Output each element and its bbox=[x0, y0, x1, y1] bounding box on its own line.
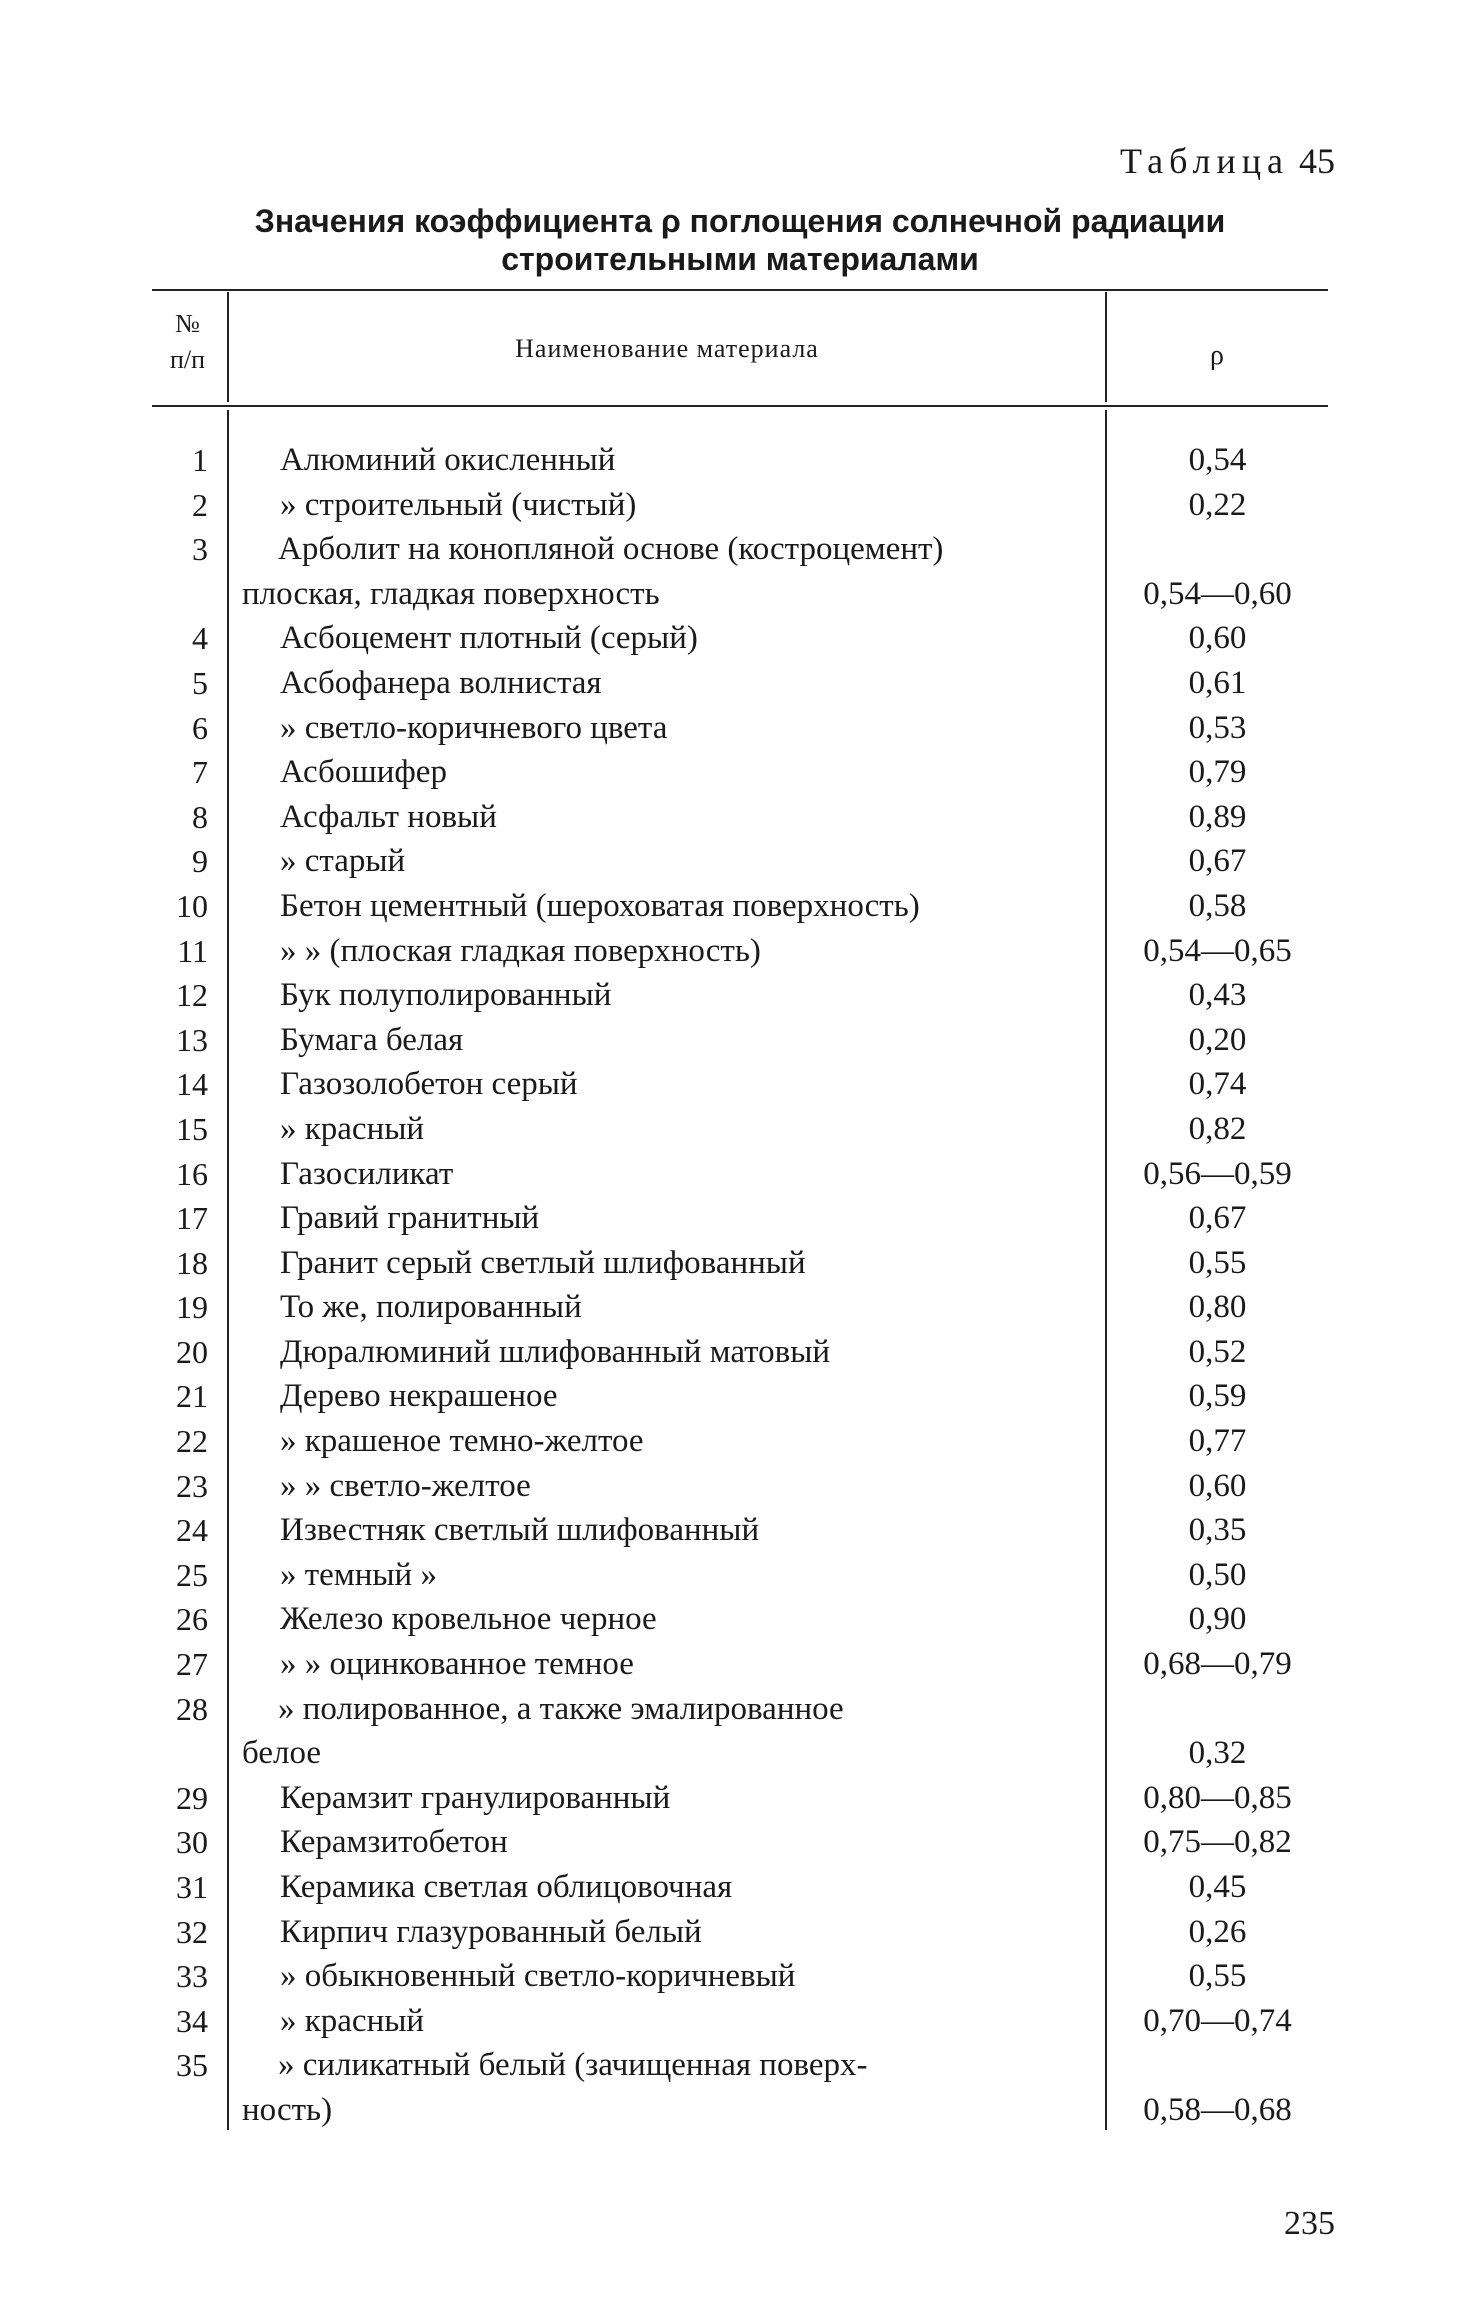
row-number: 5 bbox=[192, 664, 208, 701]
rho-value: 0,60 bbox=[1188, 1467, 1247, 1504]
rho-value: 0,75—0,82 bbox=[1143, 1824, 1292, 1861]
table-row bbox=[150, 839, 1330, 884]
rho-value: 0,79 bbox=[1188, 754, 1247, 791]
table-body bbox=[150, 438, 1330, 2133]
material-name: Гравий гранитный bbox=[280, 1200, 540, 1237]
table-row bbox=[150, 1820, 1330, 1865]
rho-value: 0,61 bbox=[1188, 664, 1247, 701]
material-name: Газозолобетон серый bbox=[280, 1066, 578, 1103]
rho-value: 0,56—0,59 bbox=[1143, 1155, 1292, 1192]
material-name bbox=[242, 1687, 1234, 1776]
rho-value: 0,55 bbox=[1188, 1244, 1247, 1281]
material-name: Бук полуполированный bbox=[280, 977, 612, 1014]
row-number: 4 bbox=[192, 620, 208, 657]
rho-value: 0,90 bbox=[1188, 1601, 1247, 1638]
table-number: 45 bbox=[1299, 141, 1335, 181]
material-name: » строительный (чистый) bbox=[280, 486, 637, 523]
material-name: Керамзитобетон bbox=[280, 1824, 508, 1861]
row-number: 18 bbox=[176, 1244, 208, 1281]
material-name: Гранит серый светлый шлифованный bbox=[280, 1244, 806, 1281]
row-number: 14 bbox=[176, 1066, 208, 1103]
material-name-line-2: ность) bbox=[242, 2091, 333, 2128]
material-name-line-2: белое bbox=[242, 1735, 322, 1772]
material-name bbox=[242, 527, 1234, 616]
row-number: 17 bbox=[176, 1200, 208, 1237]
material-name: Железо кровельное черное bbox=[280, 1601, 657, 1638]
material-name: Керамика светлая облицовочная bbox=[280, 1869, 733, 1905]
table-row bbox=[150, 1508, 1330, 1553]
table-row bbox=[150, 1419, 1330, 1464]
rho-value: 0,60 bbox=[1188, 620, 1247, 657]
table-row bbox=[150, 884, 1330, 929]
material-name: Известняк светлый шлифованный bbox=[280, 1512, 760, 1549]
material-name: Асбофанера волнистая bbox=[280, 664, 602, 701]
rho-value: 0,67 bbox=[1188, 1200, 1247, 1237]
table-row bbox=[150, 973, 1330, 1018]
table-row bbox=[150, 1464, 1330, 1509]
rho-value: 0,67 bbox=[1188, 843, 1247, 880]
table-row bbox=[150, 1241, 1330, 1286]
table-row bbox=[150, 1910, 1330, 1955]
rho-value: 0,22 bbox=[1188, 486, 1247, 523]
rho-value: 0,77 bbox=[1188, 1423, 1247, 1460]
table-row bbox=[150, 1865, 1330, 1910]
material-name: Асфальт новый bbox=[280, 798, 497, 835]
table-row bbox=[150, 929, 1330, 974]
material-name: Алюминий окисленный bbox=[280, 442, 616, 478]
row-number: 16 bbox=[176, 1155, 208, 1192]
material-name-line-1: » полированное, а также эмалированное bbox=[278, 1690, 844, 1727]
material-name: Дерево некрашеное bbox=[280, 1378, 558, 1415]
material-name: Керамзит гранулированный bbox=[280, 1779, 671, 1816]
rho-value: 0,58—0,68 bbox=[1143, 2091, 1292, 2128]
rho-value: 0,54 bbox=[1188, 442, 1247, 478]
table-row bbox=[150, 1285, 1330, 1330]
column-header-number-abbr: п/п bbox=[169, 345, 206, 374]
table-row bbox=[150, 438, 1330, 483]
material-name: То же, полированный bbox=[280, 1289, 582, 1326]
table-word: Таблица bbox=[1120, 141, 1289, 181]
table-row bbox=[150, 483, 1330, 528]
material-name: » темный » bbox=[280, 1556, 437, 1593]
row-number: 25 bbox=[176, 1556, 208, 1593]
material-name: » крашеное темно-желтое bbox=[280, 1423, 644, 1460]
row-number: 15 bbox=[176, 1110, 208, 1147]
table-row bbox=[150, 1062, 1330, 1107]
column-header-number bbox=[150, 306, 225, 378]
material-name: » » светло-желтое bbox=[280, 1467, 531, 1504]
row-number: 6 bbox=[192, 709, 208, 746]
rho-value: 0,35 bbox=[1188, 1512, 1247, 1549]
row-number: 27 bbox=[176, 1646, 208, 1683]
table-row bbox=[150, 706, 1330, 751]
page-number: 235 bbox=[1284, 2205, 1335, 2242]
row-number: 8 bbox=[192, 798, 208, 835]
row-number: 28 bbox=[176, 1690, 208, 1727]
table-row bbox=[150, 1999, 1330, 2044]
column-header-name: Наименование материала bbox=[515, 334, 819, 363]
table-row bbox=[150, 795, 1330, 840]
material-name: » » (плоская гладкая поверхность) bbox=[280, 932, 761, 969]
rho-value: 0,26 bbox=[1188, 1913, 1247, 1950]
row-number: 33 bbox=[176, 1958, 208, 1995]
row-number: 23 bbox=[176, 1467, 208, 1504]
material-name: Асбоцемент плотный (серый) bbox=[280, 620, 698, 657]
rho-value: 0,70—0,74 bbox=[1143, 2002, 1292, 2039]
material-name: » красный bbox=[280, 2002, 425, 2039]
row-number: 26 bbox=[176, 1601, 208, 1638]
table-row bbox=[150, 1374, 1330, 1419]
material-name: Газосиликат bbox=[280, 1155, 454, 1192]
table-row bbox=[150, 527, 1330, 616]
row-number: 34 bbox=[176, 2002, 208, 2039]
table-caption bbox=[150, 202, 1330, 278]
table-row bbox=[150, 750, 1330, 795]
material-name: » светло-коричневого цвета bbox=[280, 709, 668, 746]
material-name-line-1: Арболит на конопляной основе (костроцемент) bbox=[278, 531, 944, 568]
caption-line-1: Значения коэффициента ρ поглощения солнечной радиации bbox=[254, 203, 1226, 239]
rho-value: 0,59 bbox=[1188, 1378, 1247, 1415]
rho-value: 0,53 bbox=[1188, 709, 1247, 746]
row-number: 19 bbox=[176, 1289, 208, 1326]
material-name: » обыкновенный светло-коричневый bbox=[280, 1958, 796, 1995]
row-number: 24 bbox=[176, 1512, 208, 1549]
row-number: 7 bbox=[192, 754, 208, 791]
row-number: 32 bbox=[176, 1913, 208, 1950]
row-number: 11 bbox=[177, 932, 208, 969]
row-number: 1 bbox=[192, 442, 208, 478]
material-name: » старый bbox=[280, 843, 406, 880]
table-row bbox=[150, 1954, 1330, 1999]
row-number: 12 bbox=[176, 977, 208, 1014]
rho-value: 0,89 bbox=[1188, 798, 1247, 835]
header-bottom-rule bbox=[152, 405, 1328, 407]
table-row bbox=[150, 1330, 1330, 1375]
table-label bbox=[1120, 140, 1335, 182]
rho-value: 0,54—0,60 bbox=[1143, 575, 1292, 612]
table-row bbox=[150, 1196, 1330, 1241]
rho-value: 0,45 bbox=[1188, 1869, 1247, 1905]
material-name: Дюралюминий шлифованный матовый bbox=[280, 1333, 831, 1370]
column-header-number-sign: № bbox=[175, 309, 200, 338]
row-number: 30 bbox=[176, 1824, 208, 1861]
rho-value: 0,55 bbox=[1188, 1958, 1247, 1995]
table-row bbox=[150, 1018, 1330, 1063]
material-name: Бетон цементный (шероховатая поверхность) bbox=[280, 887, 920, 924]
row-number: 35 bbox=[176, 2047, 208, 2084]
rho-value: 0,74 bbox=[1188, 1066, 1247, 1103]
row-number: 13 bbox=[176, 1021, 208, 1058]
material-name: » красный bbox=[280, 1110, 425, 1147]
rho-value: 0,32 bbox=[1188, 1735, 1247, 1772]
rho-value: 0,52 bbox=[1188, 1333, 1247, 1370]
row-number: 3 bbox=[192, 531, 208, 568]
rho-value: 0,54—0,65 bbox=[1143, 932, 1292, 969]
rho-value: 0,82 bbox=[1188, 1110, 1247, 1147]
table-row bbox=[150, 616, 1330, 661]
row-number: 2 bbox=[192, 486, 208, 523]
table-row bbox=[150, 1642, 1330, 1687]
table-row bbox=[150, 1597, 1330, 1642]
material-name: Бумага белая bbox=[280, 1021, 464, 1058]
material-name: Асбошифер bbox=[280, 754, 447, 791]
rho-value: 0,20 bbox=[1188, 1021, 1247, 1058]
row-number: 31 bbox=[176, 1869, 208, 1905]
row-number: 29 bbox=[176, 1779, 208, 1816]
material-name-line-1: » силикатный белый (зачищенная поверх- bbox=[278, 2047, 868, 2084]
table-row bbox=[150, 1553, 1330, 1598]
row-number: 9 bbox=[192, 843, 208, 880]
row-number: 10 bbox=[176, 887, 208, 924]
material-name-line-2: плоская, гладкая поверхность bbox=[242, 575, 660, 612]
rho-value: 0,43 bbox=[1188, 977, 1247, 1014]
material-name: Кирпич глазурованный белый bbox=[280, 1913, 702, 1950]
table-row bbox=[150, 661, 1330, 706]
rho-value: 0,50 bbox=[1188, 1556, 1247, 1593]
material-name bbox=[242, 2043, 1234, 2132]
material-name: » » оцинкованное темное bbox=[280, 1646, 634, 1683]
table-row bbox=[150, 1687, 1330, 1776]
table-row bbox=[150, 1107, 1330, 1152]
column-header-rho: ρ bbox=[1210, 340, 1224, 371]
row-number: 22 bbox=[176, 1423, 208, 1460]
row-number: 20 bbox=[176, 1333, 208, 1370]
table-row bbox=[150, 1776, 1330, 1821]
rho-value: 0,58 bbox=[1188, 887, 1247, 924]
rho-value: 0,80 bbox=[1188, 1289, 1247, 1326]
table-row bbox=[150, 2043, 1330, 2132]
caption-line-2: строительными материалами bbox=[501, 241, 979, 277]
table-row bbox=[150, 1152, 1330, 1197]
row-number: 21 bbox=[176, 1378, 208, 1415]
table-top-rule bbox=[152, 289, 1328, 291]
rho-value: 0,68—0,79 bbox=[1143, 1646, 1292, 1683]
rho-value: 0,80—0,85 bbox=[1143, 1779, 1292, 1816]
